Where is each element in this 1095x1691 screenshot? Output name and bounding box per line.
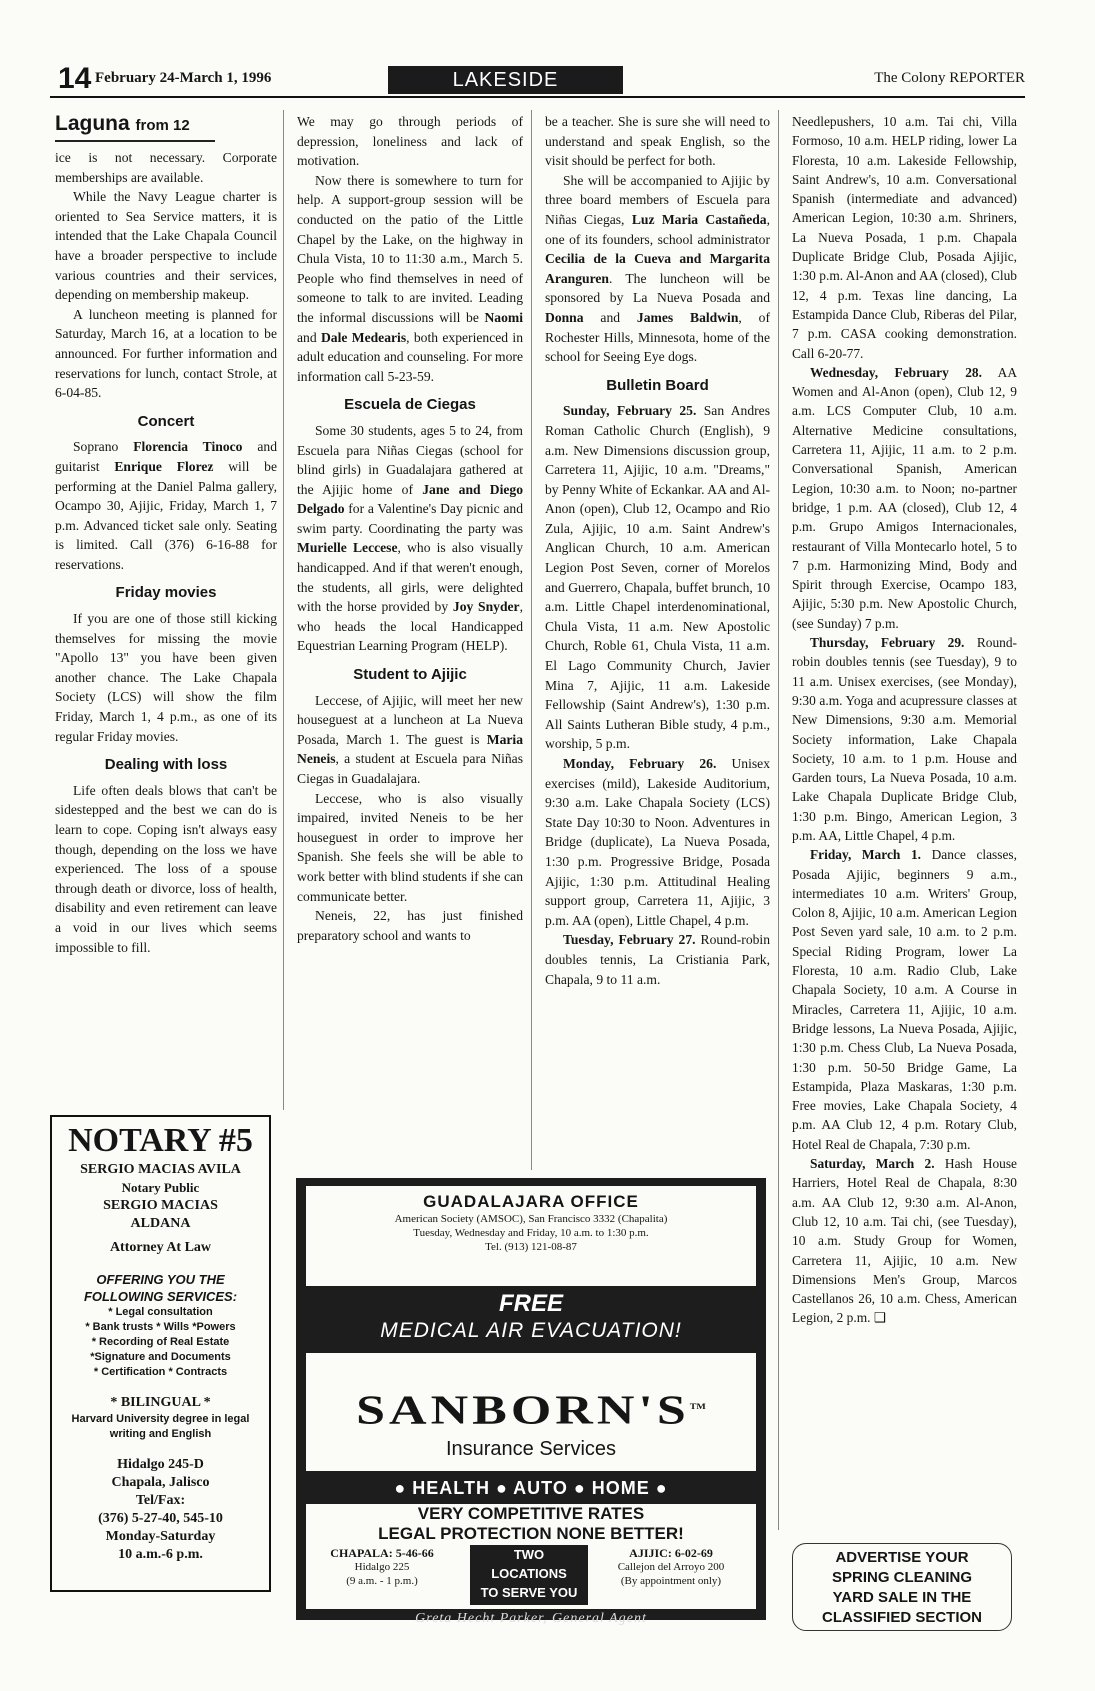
day-label: Sunday, February 25. [563,403,697,419]
sponsor-name: James Baldwin [636,309,739,325]
day-label: Tuesday, February 27. [563,932,696,948]
ajijic-location [596,1546,746,1588]
service-item: * Recording of Real Estate [91,1336,230,1348]
general-agent: Greta Hecht Parker, General Agent [415,1611,647,1626]
column-divider [531,110,532,1170]
advertise-line: YARD SALE IN THE [832,1589,972,1606]
notary-days: Monday-Saturday [105,1529,216,1544]
notary-address: Hidalgo 245-D [117,1457,204,1472]
notary-hours: 10 a.m.-6 p.m. [118,1547,203,1562]
ciegas-heading: Escuela de Ciegas [344,396,476,414]
end-mark-icon: ❑ [873,1310,886,1326]
header-rule [50,96,1025,98]
coordinator-name: Murielle Leccese [297,540,398,556]
advertise-line: SPRING CLEANING [831,1569,972,1586]
bulletin-thursday: Thursday, February 29. Round-robin doubles tennis (see Tuesday), 9 to 11 a.m. Unisex exercises, (see Monday), 9:30 a.m. Yoga and acupressure classes at New Dimensions, 9:30 a.m. Memorial Society information, Lake Chapala Society, 10 a.m. to 1 p.m. House and Garden tours, La Nueva Posada, 10 a.m. Lake Chapala Duplicate Bridge Club, 1:30 p.m. Bingo, American Legion, 3 p.m. AA, Little Chapel, 4 p.m. [792,635,1017,843]
advertise-line: CLASSIFIED SECTION [821,1609,982,1626]
student-paragraph: Leccese, who is also visually impaired, invited Neneis to be her houseguest in order to improve her Spanish. She feels she will be able to work better with blind students if she can communicate better. [297,790,523,904]
chapala-address: Hidalgo 225 [354,1561,410,1573]
chapala-location [312,1546,452,1588]
ajijic-address: Callejon del Arroyo 200 [617,1561,725,1573]
board-member-name: Luz Maria Castañeda [631,211,767,227]
service-item: * Legal consultation [108,1306,213,1318]
locations-label: LOCATIONS [491,1566,567,1581]
bulletin-tuesday-cont: Needlepushers, 10 a.m. Tai chi, Villa Formoso, 10 a.m. HELP riding, lower La Floresta, 10 a.m. Lakeside Fellowship, Saint Andrew's, 10 a.m. Conversational Spanish (intermediate and advanced) American Legion, 10:30 a.m. Shriners, La Nueva Posada, 1 p.m. Chapala Duplicate Bridge Club, Posada Ajijic, 1:30 p.m. Al-Anon and AA (closed), Club 12, 4 p.m. Texas line dancing, La Estampida Dance Club, Riberas del Pilar, 7 p.m. CASA cooking demonstration. Call 6-20-77. [792,114,1017,361]
loss-paragraph-cont: We may go through periods of depression, loneliness and lack of motivation. [297,114,523,169]
laguna-paragraph: A luncheon meeting is planned for Saturday, March 16, at a location to be announced. For further information and reservations for lunch, contact Strole, at 6-04-85. [55,306,277,401]
student-name: Maria Neneis [297,731,523,767]
laguna-continuation: from 12 [135,117,190,134]
day-label: Saturday, March 2. [810,1156,935,1172]
chapala-hours: (9 a.m. - 1 p.m.) [346,1575,418,1587]
brand-name: SANBORN'S [356,1387,690,1434]
chapala-phone: CHAPALA: 5-46-66 [330,1546,434,1560]
student-heading: Student to Ajijic [353,666,467,684]
day-label: Wednesday, February 28. [810,364,982,380]
two-label: TWO [513,1547,545,1562]
section-banner: LAKESIDE [388,66,623,94]
ajijic-phone: AJIJIC: 6-02-69 [629,1546,713,1560]
column-2 [297,112,523,945]
performer-name: Enrique Florez [114,458,214,474]
leader-name: Dale Medearis [320,329,407,345]
host-names: Jane and Diego Delgado [297,481,524,517]
attorney-name: SERGIO MACIAS ALDANA [103,1198,218,1231]
column-divider [283,110,284,1110]
sanborns-logo-box [306,1353,756,1471]
office-address: American Society (AMSOC), San Francisco 3332 (Chapalita) [394,1213,668,1225]
column-4 [792,112,1017,1328]
loss-heading: Dealing with loss [104,756,228,774]
column-1 [55,148,277,957]
two-locations-badge [470,1545,588,1605]
laguna-paragraph: ice is not necessary. Corporate memberships are available. [55,150,277,185]
trademark-mark: TM [689,1402,706,1412]
bilingual-label: * BILINGUAL * [110,1395,211,1410]
service-item: *Signature and Documents [90,1351,231,1363]
evacuation-label: MEDICAL AIR EVACUATION! [380,1319,682,1342]
bulletin-sunday: Sunday, February 25. San Andres Roman Catholic Church (English), 9 a.m. New Dimensions discussion group, Carretera 11, Ajijic, 10 a.m. "Dreams," by Penny White of Eckankar. AA and Al-Anon (open), Club 12, Ocampo and Rio Zula, Ajijic, 10 a.m. Saint Andrew's Anglican Church, 10 a.m. American Legion Post Seven, corner of Morelos and Guerrero, Chapala, buffet brunch, 10 a.m. Little Chapel interdenominational, Chula Vista, 11 a.m. New Apostolic Church, Roble 61, Chula Vista, 11 a.m. El Lago Community Church, Javier Mina 7, Ajijic, 11 a.m. Lakeside Fellowship (Saint Andrew's), 1:30 p.m. All Saints Lutheran Bible study, 4 p.m., worship, 5 p.m. [545,403,770,752]
sponsor-name: Donna [545,309,584,325]
telfax-label: Tel/Fax: [135,1493,186,1508]
leader-name: Naomi [484,309,523,325]
sanborns-logo [306,1387,756,1432]
issue-date: February 24-March 1, 1996 [95,70,272,86]
student-paragraph-cont: be a teacher. She is sure she will need to understand and speak English, so the visit should be perfect for both. [545,114,770,169]
page-number: 14 [58,62,92,95]
notary-role: Notary Public [121,1180,200,1195]
performer-name: Florencia Tinoco [133,439,243,455]
rates-line: VERY COMPETITIVE RATES [417,1504,645,1523]
notary-phones: (376) 5-27-40, 545-10 [98,1511,223,1526]
notary-title: NOTARY #5 [68,1122,253,1159]
laguna-paragraph: While the Navy League charter is oriented to Sea Service matters, it is intended that the Lake Chapala Council have a broader perspective to include various countries and their services, depending on membership makeup. [55,189,277,303]
bulletin-monday: Monday, February 26. Unisex exercises (mild), Lakeside Auditorium, 9:30 a.m. Lake Chapala Society (LCS) State Day 10:30 to Noon. Adventures in Bridge (duplicate), La Nueva Posada, 1:30 p.m. Progressive Bridge, Posada Ajijic, 1:30 p.m. Attitudinal Healing support group, Carretera 11, Ajijic, 3 p.m. AA (open), Little Chapel, 4 p.m. [545,756,770,928]
student-paragraph: Leccese, of Ajijic, will meet her new houseguest at a luncheon at La Nueva Posada, March 1. The guest is Maria Neneis, a student at Escuela para Niñas Ciegas in Guadalajara. [297,692,523,786]
heading-rule [55,140,215,142]
concert-paragraph: Soprano Florencia Tinoco and guitarist Enrique Florez will be performing at the Daniel Palma gallery, Ocampo 30, Ajijic, Friday, March 1, 7 p.m. Advanced ticket sale only. Seating is limited. Call (376) 6-16-88 for reservations. [55,439,277,572]
day-label: Monday, February 26. [563,756,717,771]
harvard-degree: Harvard University degree in legal writing and English [71,1413,250,1440]
day-label: Thursday, February 29. [810,635,965,651]
notary-name: SERGIO MACIAS AVILA [80,1162,241,1177]
student-paragraph-cont: She will be accompanied to Ajijic by three board members of Escuela para Niñas Ciegas, Luz Maria Castañeda, one of its founders, school administrator Cecilia de la Cueva and Margarita Aranguren. The luncheon will be sponsored by La Nueva Posada and Donna and James Baldwin, of Rochester Hills, Minnesota, home of the school for Seeing Eye dogs. [545,172,771,365]
student-paragraph: Neneis, 22, has just finished preparatory school and wants to [297,908,523,943]
day-label: Friday, March 1. [810,847,922,863]
article-heading-laguna [55,112,190,136]
advertise-line: ADVERTISE YOUR [835,1549,969,1566]
column-3 [545,112,770,989]
bulletin-friday: Friday, March 1. Dance classes, Posada Ajijic, beginners 9 a.m., intermediates 10 a.m. Writers' Group, Colon 8, Ajijic, 10 a.m. American Legion Post Seven yard sale, 10 a.m. to 2 p.m. Special Riding Program, lower La Floresta, 10 a.m. Radio Club, Lake Chapala Society, 10 a.m. A Course in Miracles, Carretera 11, Ajijic, 10 a.m. Bridge lessons, La Nueva Posada, Ajijic, 1:30 p.m. Chess Club, La Nueva Posada, 1:30 p.m. 50-50 Bridge Game, La Estampida, Plaza Maskaras, 1:30 p.m. Free movies, Lake Chapala Society, 4 p.m. AA Club 12, 4 p.m. Rotary Club, Hotel Real de Chapala, 7:30 p.m. [792,847,1017,1152]
laguna-title: Laguna [55,112,130,135]
board-member-name: Cecilia de la Cueva and Margarita Aranguren [545,251,770,286]
free-label: FREE [498,1290,563,1317]
loss-paragraph: Life often deals blows that can't be sidestepped and the best we can do is learn to cope. Coping isn't always easy though, depending on the loss we have experienced. The loss of a spouse through death or divorce, loss of health, disability and even retirement can leave a void in our lives which seems impossible to fill. [55,782,277,955]
horse-provider-name: Joy Snyder [452,599,520,615]
legal-protection-line: LEGAL PROTECTION NONE BETTER! [378,1524,684,1543]
bulletin-board-heading: Bulletin Board [606,376,709,394]
service-item: * Bank trusts * Wills *Powers [85,1321,236,1333]
insurance-services: Insurance Services [445,1438,617,1461]
loss-paragraph-cont: Now there is somewhere to turn for help. A support-group session will be conducted on the patio of the Little Chapel by the Lake, on the highway in Chula Vista, 10 to 11:30 a.m., March 5. People who find themselves in need of someone to talk to are invited. Leading the informal discussions will be Naomi and Dale Medearis, both experienced in adult education and counseling. For more information call 5-23-59. [297,172,523,384]
ajijic-hours: (By appointment only) [620,1575,722,1587]
movies-paragraph: If you are one of those still kicking themselves for missing the movie "Apollo 13" you have been given another chance. The Lake Chapala Society (LCS) will show the film Friday, March 1, 4 p.m., as one of its regular Friday movies. [55,611,277,744]
office-hours: Tuesday, Wednesday and Friday, 10 a.m. to 1:30 p.m. [413,1227,649,1239]
attorney-role: Attorney At Law [109,1240,212,1255]
movies-heading: Friday movies [115,584,217,602]
bulletin-saturday: Saturday, March 2. Hash House Harriers, Hotel Real de Chapala, 8:30 a.m. AA Club 12, 9:30 a.m. Al-Anon, Club 12, 10 a.m. Tai chi, (see Tuesday), 10 a.m. Study Group for Women, Carretera 11, Ajijic, 10 a.m. New Dimensions Men's Group, Marcos Castellanos 26, 10 a.m. Chess, American Legion, 2 p.m. ❑ [792,1156,1018,1326]
bulletin-wednesday: Wednesday, February 28. AA Women and Al-Anon (open), Club 12, 9 a.m. LCS Computer Club, 10 a.m. Alternative Medicine consultations, Carretera 11, Ajijic, 11 a.m. to 2 p.m. Conversational Spanish, American Legion, 10:30 a.m. to Noon; no-partner bridge, 1 p.m. AA (closed), Club 12, 4 p.m. Grupo Amigos Internacionales, restaurant of Villa Montecarlo hotel, 5 to 7 p.m. Harmonizing Mind, Body and Spirit through Exercise, Ocampo 183, Ajijic, 5:30 p.m. New Apostolic Church, (see Sunday) 7 p.m. [792,364,1017,631]
column-divider [778,110,779,1530]
office-phone: Tel. (913) 121-08-87 [485,1241,577,1253]
insurance-lines: ● HEALTH ● AUTO ● HOME ● [394,1478,668,1498]
serve-label: TO SERVE YOU [480,1585,578,1600]
services-heading: OFFERING YOU THE FOLLOWING SERVICES: [83,1272,238,1304]
notary-ad [50,1115,271,1592]
guadalajara-office-box [306,1186,756,1286]
ciegas-paragraph: Some 30 students, ages 5 to 24, from Escuela para Niñas Ciegas (school for blind girls) in Guadalajara gathered at the Ajijic home of Jane and Diego Delgado for a Valentine's Day picnic and swim party. Coordinating the party was Murielle Leccese, who is also visually handicapped. And if that weren't enough, the students, all girls, were delighted with the horse provided by Joy Snyder, who heads the local Handicapped Equestrian Learning Program (HELP). [297,422,524,654]
publication-name: The Colony REPORTER [874,70,1025,86]
notary-city: Chapala, Jalisco [111,1475,210,1490]
bulletin-tuesday: Tuesday, February 27. Round-robin doubles tennis, La Cristiania Park, Chapala, 9 to 11 a.m. [545,932,771,987]
service-item: * Certification * Contracts [93,1366,228,1378]
concert-heading: Concert [137,412,195,430]
advertise-box [792,1543,1012,1631]
office-title: GUADALAJARA OFFICE [423,1192,639,1211]
